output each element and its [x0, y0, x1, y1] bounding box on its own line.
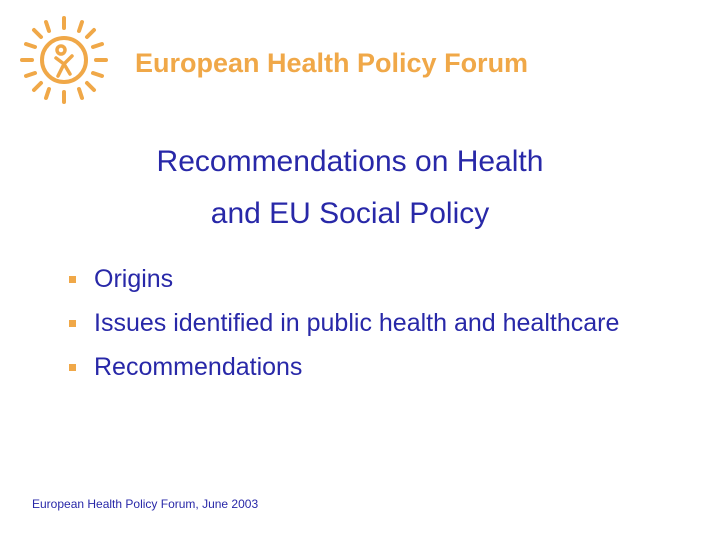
- slide-title: [0, 136, 700, 240]
- bullet-list: [66, 262, 626, 394]
- slide-title-line-1: Recommendations on Health: [156, 145, 544, 178]
- bullet-item: [66, 262, 626, 296]
- square-bullet-icon: [69, 320, 76, 327]
- square-bullet-icon: [69, 276, 76, 283]
- sun-person-icon: [18, 14, 110, 106]
- bullet-text: Issues identified in public health and healthcare: [94, 309, 620, 337]
- bullet-text: Recommendations: [94, 353, 303, 381]
- footer-text: European Health Policy Forum, June 2003: [32, 497, 259, 511]
- bullet-text: Origins: [94, 265, 174, 293]
- square-bullet-icon: [69, 364, 76, 371]
- bullet-item: [66, 306, 626, 340]
- slide-title-line-2: and EU Social Policy: [210, 197, 490, 230]
- org-title: European Health Policy Forum: [135, 48, 529, 78]
- bullet-item: [66, 350, 626, 384]
